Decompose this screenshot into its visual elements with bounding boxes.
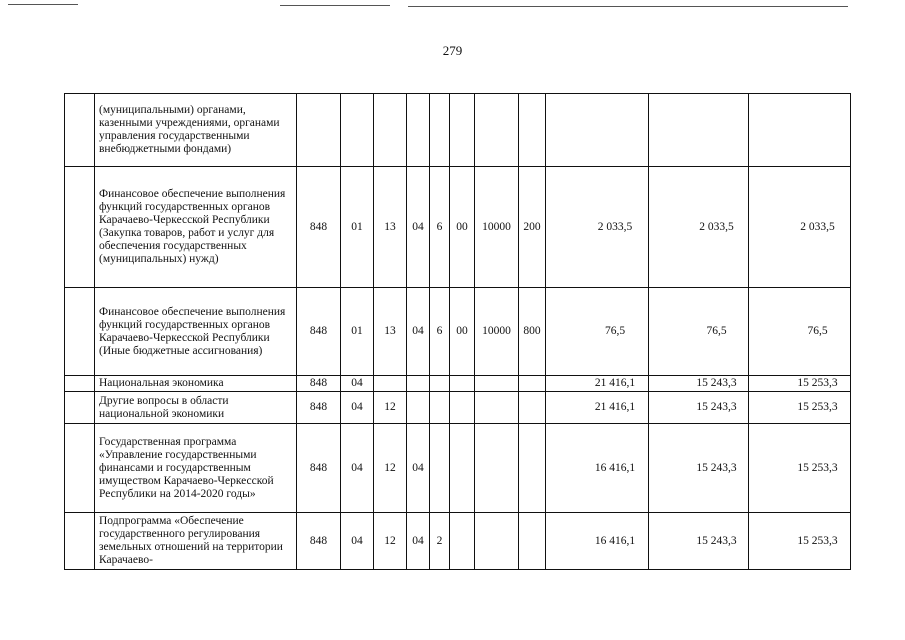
amount-year3-cell: 15 253,3: [749, 424, 851, 513]
section-code-cell: 04: [341, 513, 374, 570]
subprogram-code-cell: [430, 376, 450, 392]
row-index-cell: [65, 94, 95, 167]
item-name-cell: (муниципальными) органами, казенными учреждениями, органами управления государственными внебюджетными фондами): [95, 94, 297, 167]
subprogram-code-cell: [430, 392, 450, 424]
program-code-cell: [407, 94, 430, 167]
direction-code-cell: 10000: [475, 167, 519, 288]
direction-code-cell: [475, 424, 519, 513]
item-name-cell: Финансовое обеспечение выполнения функций государственных органов Карачаево-Черкесской Республики (Иные бюджетные ассигнования): [95, 288, 297, 376]
subprogram-code-cell: [430, 424, 450, 513]
table-row: [65, 424, 851, 513]
amount-year3-cell: 15 253,3: [749, 376, 851, 392]
amount-year1-cell: 21 416,1: [546, 376, 649, 392]
budget-table: [64, 93, 851, 570]
item-name-cell: Другие вопросы в области национальной экономики: [95, 392, 297, 424]
activity-code-cell: [450, 94, 475, 167]
program-code-cell: 04: [407, 424, 430, 513]
item-name-cell: Подпрограмма «Обеспечение государственного регулирования земельных отношений на территории Карачаево-: [95, 513, 297, 570]
table-row: [65, 288, 851, 376]
activity-code-cell: [450, 424, 475, 513]
expense-type-cell: [519, 513, 546, 570]
amount-year1-cell: 16 416,1: [546, 513, 649, 570]
subprogram-code-cell: [430, 94, 450, 167]
table-row: [65, 94, 851, 167]
expense-type-cell: [519, 392, 546, 424]
section-code-cell: 04: [341, 392, 374, 424]
row-index-cell: [65, 167, 95, 288]
amount-year2-cell: 15 243,3: [649, 392, 749, 424]
dept-code-cell: 848: [297, 376, 341, 392]
item-name-cell: Финансовое обеспечение выполнения функций государственных органов Карачаево-Черкесской Республики (Закупка товаров, работ и услуг для обеспечения государственных (муниципальных) нужд): [95, 167, 297, 288]
subsection-code-cell: 13: [374, 167, 407, 288]
direction-code-cell: 10000: [475, 288, 519, 376]
expense-type-cell: 200: [519, 167, 546, 288]
amount-year3-cell: [749, 94, 851, 167]
direction-code-cell: [475, 513, 519, 570]
direction-code-cell: [475, 392, 519, 424]
amount-year1-cell: 2 033,5: [546, 167, 649, 288]
section-code-cell: 01: [341, 167, 374, 288]
amount-year2-cell: 76,5: [649, 288, 749, 376]
direction-code-cell: [475, 376, 519, 392]
amount-year2-cell: 15 243,3: [649, 513, 749, 570]
amount-year3-cell: 76,5: [749, 288, 851, 376]
activity-code-cell: 00: [450, 288, 475, 376]
dept-code-cell: 848: [297, 513, 341, 570]
direction-code-cell: [475, 94, 519, 167]
section-code-cell: 04: [341, 376, 374, 392]
subsection-code-cell: [374, 94, 407, 167]
item-name-cell: Государственная программа «Управление государственными финансами и государственным имуществом Карачаево-Черкесской Республики на 2014-2020 годы»: [95, 424, 297, 513]
program-code-cell: [407, 376, 430, 392]
table-row: [65, 513, 851, 570]
amount-year3-cell: 2 033,5: [749, 167, 851, 288]
program-code-cell: 04: [407, 167, 430, 288]
program-code-cell: [407, 392, 430, 424]
page-number: 279: [442, 43, 463, 58]
subsection-code-cell: 13: [374, 288, 407, 376]
expense-type-cell: [519, 424, 546, 513]
section-code-cell: 01: [341, 288, 374, 376]
row-index-cell: [65, 513, 95, 570]
amount-year3-cell: 15 253,3: [749, 392, 851, 424]
amount-year2-cell: [649, 94, 749, 167]
section-code-cell: [341, 94, 374, 167]
subsection-code-cell: 12: [374, 424, 407, 513]
amount-year3-cell: 15 253,3: [749, 513, 851, 570]
dept-code-cell: 848: [297, 392, 341, 424]
row-index-cell: [65, 288, 95, 376]
amount-year1-cell: 16 416,1: [546, 424, 649, 513]
row-index-cell: [65, 376, 95, 392]
table-row: [65, 376, 851, 392]
program-code-cell: 04: [407, 513, 430, 570]
item-name-cell: Национальная экономика: [95, 376, 297, 392]
table-row: [65, 392, 851, 424]
amount-year2-cell: 15 243,3: [649, 376, 749, 392]
table-row: [65, 167, 851, 288]
expense-type-cell: [519, 94, 546, 167]
amount-year1-cell: 21 416,1: [546, 392, 649, 424]
expense-type-cell: 800: [519, 288, 546, 376]
activity-code-cell: [450, 392, 475, 424]
subprogram-code-cell: 6: [430, 167, 450, 288]
activity-code-cell: 00: [450, 167, 475, 288]
amount-year2-cell: 15 243,3: [649, 424, 749, 513]
program-code-cell: 04: [407, 288, 430, 376]
subprogram-code-cell: 6: [430, 288, 450, 376]
activity-code-cell: [450, 376, 475, 392]
amount-year2-cell: 2 033,5: [649, 167, 749, 288]
section-code-cell: 04: [341, 424, 374, 513]
dept-code-cell: [297, 94, 341, 167]
subsection-code-cell: [374, 376, 407, 392]
row-index-cell: [65, 392, 95, 424]
subsection-code-cell: 12: [374, 513, 407, 570]
subprogram-code-cell: 2: [430, 513, 450, 570]
expense-type-cell: [519, 376, 546, 392]
amount-year1-cell: [546, 94, 649, 167]
subsection-code-cell: 12: [374, 392, 407, 424]
dept-code-cell: 848: [297, 424, 341, 513]
dept-code-cell: 848: [297, 167, 341, 288]
amount-year1-cell: 76,5: [546, 288, 649, 376]
activity-code-cell: [450, 513, 475, 570]
row-index-cell: [65, 424, 95, 513]
dept-code-cell: 848: [297, 288, 341, 376]
